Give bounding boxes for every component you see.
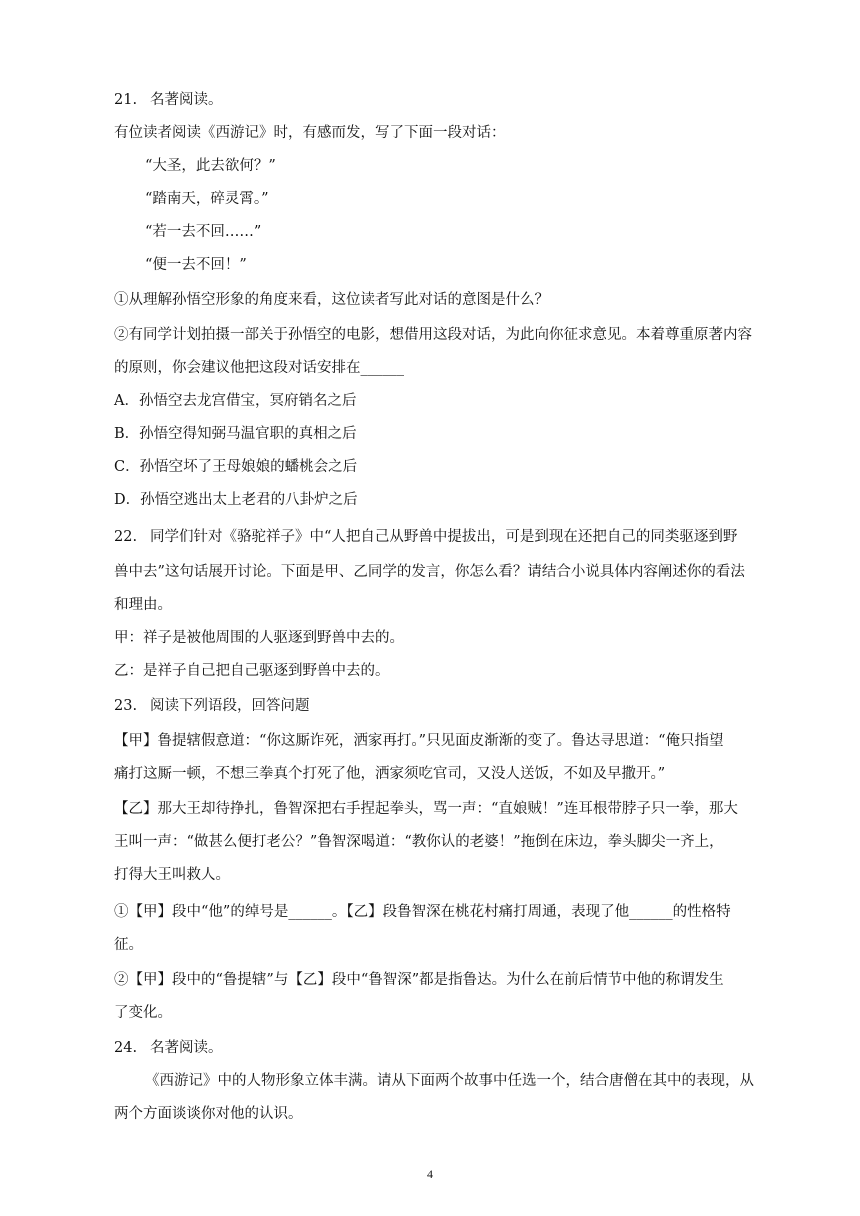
q22-line3: 和理由。: [114, 597, 172, 613]
q24-line1: 《西游记》中的人物形象立体丰满。请从下面两个故事中任选一个，结合唐僧在其中的表现，从: [145, 1073, 754, 1089]
q21-sub1: ①从理解孙悟空形象的角度来看，这位读者写此对话的意图是什么？: [114, 292, 549, 308]
q24-line2: 两个方面谈谈你对他的认识。: [114, 1106, 303, 1122]
q22-statement-yi: 乙：是祥子自己把自己驱逐到野兽中去的。: [114, 663, 390, 679]
q21-sub2-line2: 的原则，你会建议他把这段对话安排在______: [114, 360, 404, 376]
q21-option-b: B．孙悟空得知弼马温官职的真相之后: [114, 426, 357, 442]
q23-sub2-line1: ②【甲】段中的“鲁提辖”与【乙】段中“鲁智深”都是指鲁达。为什么在前后情节中他的称谓发生: [114, 972, 724, 988]
q21-intro: 有位读者阅读《西游记》时，有感而发，写了下面一段对话：: [114, 125, 506, 141]
q22-number: 22.: [114, 529, 138, 545]
q22-statement-jia: 甲：祥子是被他周围的人驱逐到野兽中去的。: [114, 630, 404, 646]
q23-yi-line3: 打得大王叫救人。: [114, 867, 230, 883]
page-number: 4: [427, 1167, 433, 1181]
q21-heading: [114, 90, 764, 110]
q21-option-c: C．孙悟空坏了王母娘娘的蟠桃会之后: [114, 459, 358, 475]
q21-option-d: D．孙悟空逃出太上老君的八卦炉之后: [114, 492, 358, 508]
q21-dialogue-line: “若一去不回……”: [145, 224, 262, 240]
q23-sub1-line2: 征。: [114, 937, 143, 953]
q23-jia-line2: 痛打这厮一顿，不想三拳真个打死了他，洒家须吃官司，又没人送饭，不如及早撒开。”: [114, 766, 666, 782]
q21-dialogue-line: “大圣，此去欲何？”: [145, 158, 276, 174]
q23-number: 23.: [114, 698, 138, 714]
q21-option-a: A．孙悟空去龙宫借宝，冥府销名之后: [114, 393, 357, 409]
q23-sub2-line2: 了变化。: [114, 1005, 172, 1021]
q21-sub2-line1: ②有同学计划拍摄一部关于孙悟空的电影，想借用这段对话，为此向你征求意见。本着尊重原著内容: [114, 327, 752, 343]
q21-title: 名著阅读。: [150, 92, 223, 108]
q21-number: 21.: [114, 92, 138, 108]
q21-dialogue-line: “踏南天，碎灵霄。”: [145, 191, 269, 207]
q23-yi-line2: 王叫一声：“做甚么便打老公？”鲁智深喝道：“教你认的老婆！”拖倒在床边，拳头脚尖一齐上，: [114, 834, 724, 850]
q22-line1-row: [114, 527, 764, 547]
q24-heading: [114, 1038, 764, 1058]
q23-yi-line1: 【乙】那大王却待挣扎，鲁智深把右手捏起拳头，骂一声：“直娘贼！”连耳根带脖子只一拳，那大: [114, 801, 738, 817]
q22-line1: 同学们针对《骆驼祥子》中“人把自己从野兽中提拔出，可是到现在还把自己的同类驱逐到野: [150, 529, 738, 545]
q23-jia-line1: 【甲】鲁提辖假意道：“你这厮诈死，洒家再打。”只见面皮渐渐的变了。鲁达寻思道：“俺只指望: [114, 733, 724, 749]
q23-sub1-line1: ①【甲】段中“他”的绰号是______。【乙】段鲁智深在桃花村痛打周通，表现了他______的性格特: [114, 904, 731, 920]
q23-title: 阅读下列语段，回答问题: [150, 698, 310, 714]
q22-line2: 兽中去”这句话展开讨论。下面是甲、乙同学的发言，你怎么看？请结合小说具体内容阐述你的看法: [114, 564, 745, 580]
q21-dialogue-line: “便一去不回！”: [145, 257, 247, 273]
q24-title: 名著阅读。: [150, 1040, 223, 1056]
q23-heading: [114, 696, 764, 716]
q24-number: 24.: [114, 1040, 138, 1056]
